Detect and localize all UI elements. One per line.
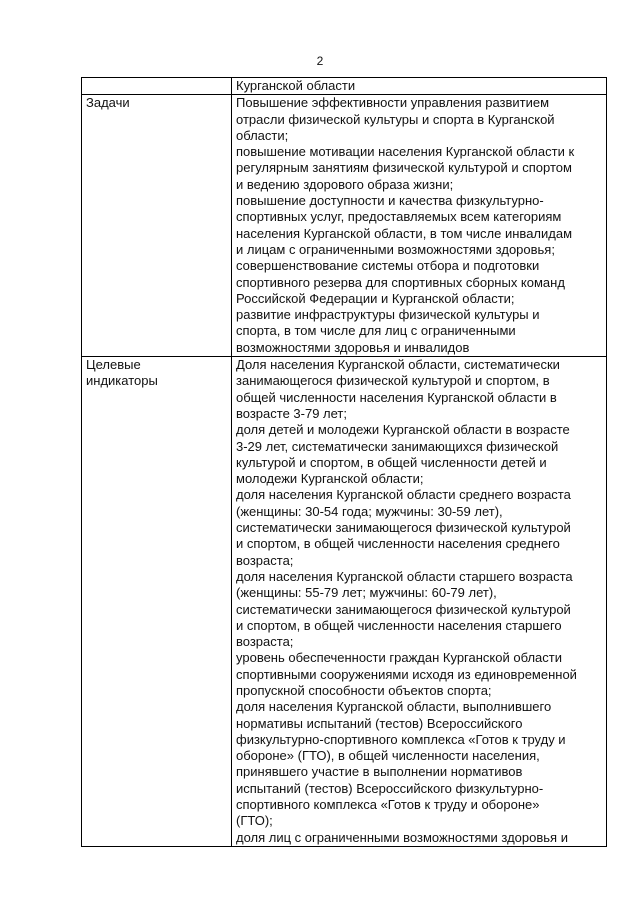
row-value-line: возраста;	[236, 634, 294, 650]
row-value-line: нормативы испытаний (тестов) Всероссийского	[236, 715, 523, 731]
row-value-line: и ведению здорового образа жизни;	[236, 176, 454, 192]
table-row	[82, 357, 607, 847]
row-value-line: спортивного комплекса «Готов к труду и обороне»	[236, 797, 540, 813]
row-value-line: спортивных услуг, предоставляемых всем категориям	[236, 209, 562, 225]
row-label-cell	[82, 78, 232, 95]
row-value-line: систематически занимающегося физической культурой	[236, 601, 571, 617]
row-value-line: возраста;	[236, 552, 294, 568]
row-value-line: возможностями здоровья и инвалидов	[236, 339, 470, 355]
row-value-line: доля населения Курганской области среднего возраста	[236, 487, 571, 503]
row-value-line: развитие инфраструктуры физической культуры и	[236, 307, 540, 323]
row-value-line: (ГТО);	[236, 813, 273, 829]
row-value-line: населения Курганской области, в том числе инвалидам	[236, 225, 573, 241]
row-value-line: спортивными сооружениями исходя из единовременной	[236, 666, 577, 682]
row-value-cell	[232, 78, 607, 95]
row-value-line: уровень обеспеченности граждан Курганской области	[236, 650, 562, 666]
row-value-line: повышение мотивации населения Курганской области к	[236, 144, 575, 160]
row-value-line: доля лиц с ограниченными возможностями здоровья и	[236, 829, 568, 845]
row-value-line: и спортом, в общей численности населения старшего	[236, 617, 562, 633]
row-value-line: (женщины: 30-54 года; мужчины: 30-59 лет),	[236, 503, 503, 519]
row-value-line: молодежи Курганской области;	[236, 471, 424, 487]
row-value-line: спорта, в том числе для лиц с ограниченными	[236, 323, 516, 339]
row-value-line: области;	[236, 127, 289, 143]
table-row	[82, 78, 607, 95]
row-value-line: культурой и спортом, в общей численности детей и	[236, 454, 547, 470]
row-value-cell	[232, 95, 607, 357]
row-value-line: доля детей и молодежи Курганской области в возрасте	[236, 422, 570, 438]
row-value-line: повышение доступности и качества физкультурно-	[236, 193, 544, 209]
row-value-line: спортивного резерва для спортивных сборных команд	[236, 274, 565, 290]
page-number: 2	[316, 54, 324, 68]
row-value-line: Повышение эффективности управления развитием	[236, 95, 550, 111]
row-value-line: и спортом, в общей численности населения среднего	[236, 536, 560, 552]
row-value-line: отрасли физической культуры и спорта в Курганской	[236, 111, 555, 127]
row-value-line: систематически занимающегося физической культурой	[236, 520, 571, 536]
row-value-line: занимающегося физической культурой и спортом, в	[236, 373, 550, 389]
row-value-line: доля населения Курганской области, выполнившего	[236, 699, 552, 715]
row-value-line: испытаний (тестов) Всероссийского физкультурно-	[236, 780, 544, 796]
row-label-line: Задачи	[86, 95, 130, 111]
row-value-line: физкультурно-спортивного комплекса «Готов к труду и	[236, 731, 566, 747]
row-value-line: Доля населения Курганской области, систематически	[236, 357, 560, 373]
row-label-line: Целевые	[86, 357, 141, 373]
row-value-line: (женщины: 55-79 лет; мужчины: 60-79 лет),	[236, 585, 497, 601]
row-value-line: возрасте 3-79 лет;	[236, 405, 347, 421]
row-value-line: общей численности населения Курганской области в	[236, 389, 557, 405]
row-value-cell	[232, 357, 607, 847]
row-value-line: 3-29 лет, систематически занимающихся физической	[236, 438, 559, 454]
row-label-cell	[82, 357, 232, 847]
row-value-line: доля населения Курганской области старшего возраста	[236, 568, 573, 584]
row-value-line: пропускной способности объектов спорта;	[236, 682, 492, 698]
table-row	[82, 95, 607, 357]
row-value-line: Российской Федерации и Курганской области;	[236, 290, 515, 306]
row-label-line: индикаторы	[86, 373, 158, 389]
program-passport-table	[81, 77, 607, 847]
row-value-line: обороне» (ГТО), в общей численности населения,	[236, 748, 540, 764]
row-value-line: Курганской области	[236, 78, 356, 93]
row-value-line: и лицам с ограниченными возможностями здоровья;	[236, 241, 555, 257]
row-value-line: регулярным занятиям физической культурой и спортом	[236, 160, 572, 176]
row-label-cell	[82, 95, 232, 357]
row-value-line: принявшего участие в выполнении нормативов	[236, 764, 523, 780]
row-value-line: совершенствование системы отбора и подготовки	[236, 258, 540, 274]
